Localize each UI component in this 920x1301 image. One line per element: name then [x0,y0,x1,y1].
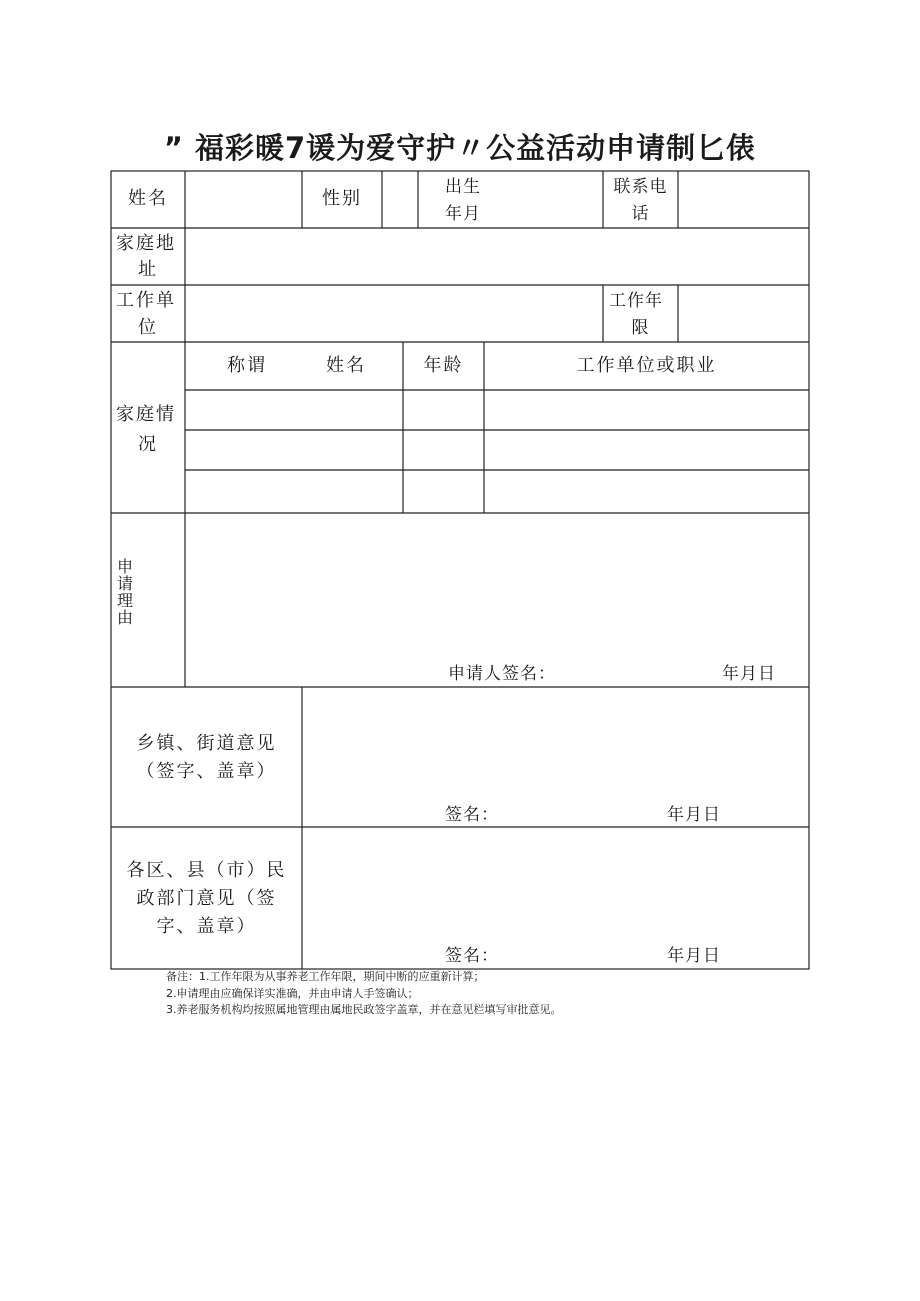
family-label-line2: 况 [138,434,158,455]
applicant-signature-label: 申请人签名： [448,664,556,684]
name-label: 姓名 [128,188,168,209]
reason-date-label: 年月日 [722,664,776,684]
family-header-age: 年龄 [423,355,464,376]
address-label-line1: 家庭地 [116,233,176,254]
birth-label-line2: 年月 [445,204,481,224]
note-3: 3.养老服务机构均按照属地管理由属地民政签字盖章，并在意见栏填写审批意见。 [166,1003,562,1016]
county-signature-label: 签名： [445,946,499,966]
work-years-label-line2: 限 [631,318,650,338]
town-opinion-label-line2: （签字、盖章） [136,761,277,782]
gender-label: 性别 [322,188,362,209]
family-header-name: 姓名 [326,355,366,376]
town-signature-label: 签名： [445,805,499,825]
town-date-label: 年月日 [667,805,721,825]
address-label-line2: 址 [138,259,158,280]
work-unit-label-line1: 工作单 [116,290,176,311]
reason-label: 申 请 理 由 [117,557,134,627]
county-opinion-label-line1: 各区、县（市）民 [126,860,287,881]
phone-label-line1: 联系电 [613,177,668,197]
county-date-label: 年月日 [667,946,721,966]
family-header-relation: 称谓 [227,355,267,376]
county-opinion-label-line2: 政部门意见（签 [136,888,277,909]
note-2: 2.申请理由应确保详实准确，并由申请人手签确认； [166,986,419,1000]
work-unit-label-line2: 位 [138,317,158,338]
page-title: ” 福彩暖7谖为爱守护〃公益活动申请制匕俵 [163,131,757,165]
family-header-job: 工作单位或职业 [576,355,717,376]
town-opinion-label-line1: 乡镇、街道意见 [136,733,277,754]
birth-label-line1: 出生 [445,177,481,197]
phone-label-line2: 话 [631,204,650,224]
note-1: 备注：1.工作年限为从事养老工作年限，期间中断的应重新计算； [166,970,485,983]
county-opinion-label-line3: 字、盖章） [156,916,257,937]
work-years-label-line1: 工作年 [609,291,663,311]
notes [166,969,562,1019]
family-label-line1: 家庭情 [116,404,176,425]
